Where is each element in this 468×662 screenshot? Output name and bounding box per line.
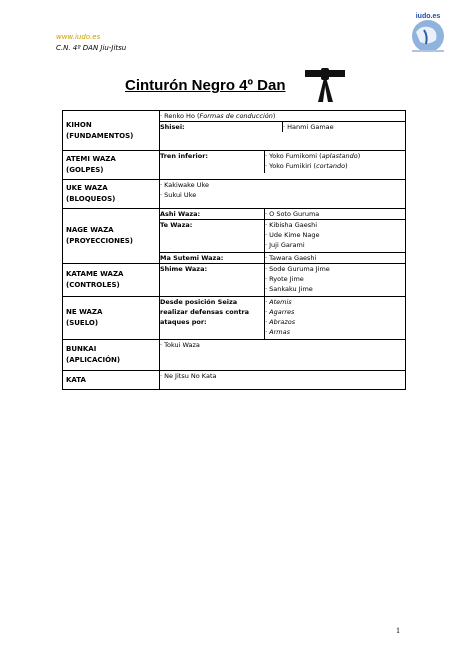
- header-subtitle: C.N. 4º DAN Jiu-Jitsu: [56, 44, 127, 52]
- table-row: UKE WAZA (BLOQUEOS) · Kakiwake Uke · Sukui Uke: [63, 180, 406, 209]
- category-katame: KATAME WAZA (CONTROLES): [63, 264, 160, 297]
- category-kata: KATA: [63, 371, 160, 390]
- curriculum-table: [62, 110, 406, 390]
- table-row: KATA · Ne Jitsu No Kata: [63, 371, 406, 390]
- table-row: KIHON (FUNDAMENTOS) · Renko Ho (Formas de conducción) Shisei: · Hanmi Gamae: [63, 111, 406, 151]
- table-row: NE WAZA (SUELO) Desde posición Seiza realizar defensas contra ataques por: · Atemis · Agarres · Abrazos · Armas: [63, 297, 406, 340]
- table-row: BUNKAI (APLICACIÓN) · Tokui Waza: [63, 340, 406, 371]
- category-uke: UKE WAZA (BLOQUEOS): [63, 180, 160, 209]
- iudo-logo: [402, 10, 454, 56]
- page-number: 1: [396, 626, 400, 635]
- category-bunkai: BUNKAI (APLICACIÓN): [63, 340, 160, 371]
- table-row: KATAME WAZA (CONTROLES) Shime Waza: · Sode Guruma Jime · Ryote Jime · Sankaku Jime: [63, 264, 406, 297]
- category-nage: NAGE WAZA (PROYECCIONES): [63, 209, 160, 264]
- page-title: Cinturón Negro 4º Dan: [125, 77, 286, 94]
- black-belt-icon: [305, 66, 345, 104]
- category-atemi: ATEMI WAZA (GOLPES): [63, 151, 160, 180]
- belt-dan-label: 4º: [333, 88, 338, 94]
- table-row: NAGE WAZA (PROYECCIONES) Ashi Waza: · O Soto Guruma Te Waza: · Kibisha Gaeshi · Ude Kime Nage · Juji Garami Ma Sutemi Waza: · Tawara Gaeshi: [63, 209, 406, 264]
- category-ne: NE WAZA (SUELO): [63, 297, 160, 340]
- svg-text:iudo.es: iudo.es: [415, 13, 441, 20]
- table-row: ATEMI WAZA (GOLPES) Tren inferior: · Yoko Fumikomi (aplastando) · Yoko Fumikiri (cortando): [63, 151, 406, 180]
- site-url[interactable]: www.iudo.es: [56, 33, 101, 41]
- category-kihon: KIHON (FUNDAMENTOS): [63, 111, 160, 151]
